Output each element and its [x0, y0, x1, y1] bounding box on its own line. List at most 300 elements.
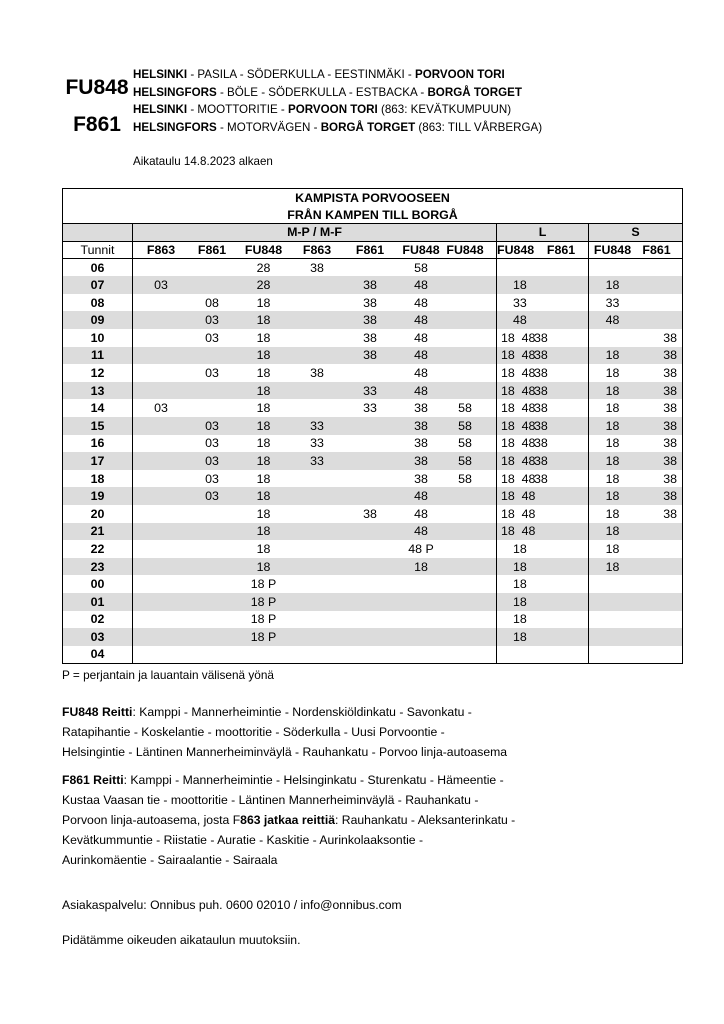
departure-minutes: 18: [605, 418, 620, 433]
departure-minutes: 18: [256, 489, 271, 504]
departure-minutes: 18 P: [250, 612, 277, 627]
departure-minutes: [133, 541, 189, 557]
departure-minutes: [534, 277, 588, 293]
timetable-row: [63, 276, 683, 294]
route-description-part: Porvoon linja-autoasema, josta F: [62, 813, 241, 827]
route-description-part: Kustaa Vaasan tie - moottoritie - Läntinen Mannerheiminväylä - Rauhankatu -: [62, 793, 479, 807]
departure-minutes: 18: [513, 541, 527, 556]
timetable-row: [63, 364, 683, 382]
departure-minutes: 38: [414, 436, 428, 451]
departure-minutes: 18 48: [501, 471, 536, 486]
sunday-departures: [589, 276, 683, 294]
departure-minutes: [292, 576, 342, 592]
route-description-part: F861 Reitti: [62, 773, 124, 787]
route-line-part: HELSINKI: [133, 103, 188, 116]
departure-minutes: 03: [205, 436, 219, 451]
departure-minutes: [342, 611, 398, 627]
route-line-part: BORGÅ TORGET: [427, 85, 522, 99]
group-blank: [63, 224, 133, 242]
sunday-departures: [589, 611, 683, 629]
saturday-departures: [497, 329, 589, 347]
route-line: [133, 84, 653, 102]
timetable-row: [63, 417, 683, 435]
departure-minutes: 18: [513, 278, 527, 293]
saturday-departures: [497, 435, 589, 453]
weekday-departures: [133, 364, 497, 382]
timetable-title-fi: KAMPISTA PORVOOSEEN: [63, 189, 683, 207]
departure-minutes: [292, 559, 342, 575]
route-line: [133, 66, 653, 84]
fu848-route-description: [62, 702, 682, 762]
sunday-departures: [589, 505, 683, 523]
route-description-part: : Kamppi - Mannerheimintie - Helsinginkatu - Sturenkatu - Hämeentie -: [123, 773, 504, 787]
departure-minutes: [292, 330, 342, 346]
departure-minutes: 48: [605, 313, 620, 328]
departure-minutes: 38: [310, 260, 324, 275]
departure-minutes: 28: [256, 278, 271, 293]
departure-minutes: 18: [256, 313, 271, 328]
weekday-departures: [133, 294, 497, 312]
hour-cell: 16: [63, 435, 133, 453]
weekday-departures: [133, 329, 497, 347]
departure-minutes: [133, 295, 189, 311]
sunday-departures: [589, 646, 683, 664]
saturday-departures: [497, 593, 589, 611]
departure-minutes: [189, 594, 235, 610]
saturday-departures: [497, 399, 589, 417]
departure-minutes: [342, 488, 398, 504]
departure-minutes: 03: [154, 401, 168, 416]
hour-cell: 15: [63, 417, 133, 435]
saturday-departures: [497, 523, 589, 541]
departure-minutes: 38: [363, 278, 377, 293]
departure-minutes: [398, 594, 444, 610]
departure-minutes: [342, 471, 398, 487]
departure-minutes: 38: [363, 348, 377, 363]
timetable-row: [63, 347, 683, 365]
route-codes: [62, 74, 132, 139]
departure-minutes: 18 48: [501, 366, 536, 381]
departure-minutes: 38: [663, 330, 677, 345]
departure-minutes: 33: [310, 418, 324, 433]
departure-minutes: [292, 383, 342, 399]
departure-minutes: 18: [414, 559, 428, 574]
departure-minutes: [534, 629, 588, 645]
weekday-departures: [133, 311, 497, 329]
sunday-departures: [589, 558, 683, 576]
sunday-departures: [589, 417, 683, 435]
departure-minutes: 18: [256, 471, 271, 486]
departure-minutes: [444, 523, 486, 539]
departure-minutes: [342, 523, 398, 539]
departure-minutes: 03: [154, 278, 168, 293]
saturday-column-header: F861: [546, 242, 576, 257]
timetable-row: [63, 575, 683, 593]
group-weekdays: M-P / M-F: [133, 224, 497, 242]
weekday-departures: [133, 646, 497, 664]
sunday-departures: [589, 329, 683, 347]
weekday-column-header: FU848: [446, 242, 484, 257]
departure-minutes: [133, 330, 189, 346]
departure-minutes: 03: [205, 471, 219, 486]
hour-cell: 11: [63, 347, 133, 365]
departure-minutes: [636, 277, 680, 293]
departure-minutes: 38: [534, 366, 548, 381]
departure-minutes: [189, 400, 235, 416]
departure-minutes: 18: [605, 541, 620, 556]
departure-minutes: [189, 576, 235, 592]
departure-minutes: 18 48: [501, 383, 536, 398]
departure-minutes: 18 48: [501, 330, 536, 345]
weekday-departures: [133, 259, 497, 277]
departure-minutes: [534, 295, 588, 311]
route-description-line: [62, 830, 682, 850]
departure-minutes: 18 48: [501, 401, 536, 416]
route-code-f861: F861: [73, 113, 121, 136]
sunday-departures: [589, 259, 683, 277]
timetable-row: [63, 435, 683, 453]
departure-minutes: [292, 400, 342, 416]
departure-minutes: 18: [605, 348, 620, 363]
departure-minutes: [133, 347, 189, 363]
departure-minutes: 18 P: [250, 577, 277, 592]
saturday-departures: [497, 628, 589, 646]
departure-minutes: [444, 629, 486, 645]
route-line: [133, 119, 653, 137]
weekday-departures: [133, 628, 497, 646]
departure-minutes: [133, 418, 189, 434]
departure-minutes: 33: [310, 436, 324, 451]
departure-minutes: 38: [414, 454, 428, 469]
hour-cell: 00: [63, 575, 133, 593]
departure-minutes: 38: [534, 401, 548, 416]
departure-minutes: [292, 506, 342, 522]
weekday-column-header: F863: [146, 242, 176, 257]
route-line-part: HELSINKI: [133, 68, 188, 81]
departure-minutes: 38: [534, 330, 548, 345]
departure-minutes: 18: [256, 506, 271, 521]
timetable-row: [63, 294, 683, 312]
departure-minutes: [444, 506, 486, 522]
departure-minutes: 33: [310, 454, 324, 469]
timetable-row: [63, 311, 683, 329]
departure-minutes: [534, 488, 588, 504]
departure-minutes: 18: [605, 454, 620, 469]
hour-cell: 08: [63, 294, 133, 312]
departure-minutes: [189, 611, 235, 627]
hour-cell: 09: [63, 311, 133, 329]
departure-minutes: 48: [414, 330, 428, 345]
departure-minutes: [342, 453, 398, 469]
departure-minutes: 48: [414, 348, 428, 363]
departure-minutes: 58: [458, 471, 472, 486]
departure-minutes: [534, 576, 588, 592]
departure-minutes: [189, 347, 235, 363]
departure-minutes: [133, 260, 189, 276]
departure-minutes: 48: [414, 506, 428, 521]
departure-minutes: [636, 312, 680, 328]
departure-minutes: 18: [256, 559, 271, 574]
route-line-part: PORVOON TORI: [414, 68, 505, 81]
departure-minutes: 38: [534, 471, 548, 486]
departure-minutes: 18 48: [501, 524, 536, 539]
departure-minutes: 18: [256, 383, 271, 398]
timetable-row: [63, 628, 683, 646]
departure-minutes: [342, 629, 398, 645]
route-line-part: - PASILA - SÖDERKULLA - EESTINMÄKI -: [187, 68, 415, 81]
departure-minutes: 03: [205, 418, 219, 433]
departure-minutes: 08: [205, 295, 219, 310]
route-description-line: [62, 702, 682, 722]
departure-minutes: [292, 471, 342, 487]
departure-minutes: 38: [663, 506, 677, 521]
timetable-row: [63, 611, 683, 629]
departure-minutes: [636, 559, 680, 575]
hour-cell: 22: [63, 540, 133, 558]
departure-minutes: [444, 295, 486, 311]
departure-minutes: [444, 611, 486, 627]
departure-minutes: 18: [256, 418, 271, 433]
hour-cell: 04: [63, 646, 133, 664]
footnote: P = perjantain ja lauantain välisenä yönä: [62, 668, 274, 682]
departure-minutes: 03: [205, 489, 219, 504]
timetable-row: [63, 593, 683, 611]
route-description-line: [62, 850, 682, 870]
departure-minutes: 18: [513, 577, 527, 592]
sunday-departures: [589, 382, 683, 400]
route-code-fu848: FU848: [65, 76, 129, 99]
hour-cell: 01: [63, 593, 133, 611]
departure-minutes: 18: [513, 594, 527, 609]
hour-cell: 12: [63, 364, 133, 382]
departure-minutes: 18 48: [501, 418, 536, 433]
departure-minutes: 38: [363, 506, 377, 521]
departure-minutes: [444, 312, 486, 328]
departure-minutes: 18: [605, 401, 620, 416]
departure-minutes: [444, 541, 486, 557]
departure-minutes: 38: [534, 436, 548, 451]
departure-minutes: 38: [310, 366, 324, 381]
departure-minutes: [444, 365, 486, 381]
timetable: [62, 188, 683, 664]
departure-minutes: [133, 453, 189, 469]
departure-minutes: 18: [256, 295, 271, 310]
departure-minutes: [636, 295, 680, 311]
departure-minutes: 18: [605, 436, 620, 451]
timetable-row: [63, 259, 683, 277]
departure-minutes: [189, 383, 235, 399]
departure-minutes: [398, 611, 444, 627]
route-description-part: : Rauhankatu - Aleksanterinkatu -: [335, 813, 516, 827]
departure-minutes: 38: [663, 454, 677, 469]
departure-minutes: [133, 471, 189, 487]
departure-minutes: [589, 330, 636, 346]
route-description-line: [62, 810, 682, 830]
departure-minutes: 03: [205, 454, 219, 469]
saturday-departures: [497, 364, 589, 382]
departure-minutes: 48: [414, 313, 428, 328]
hour-cell: 03: [63, 628, 133, 646]
saturday-departures: [497, 259, 589, 277]
sunday-departures: [589, 593, 683, 611]
departure-minutes: 18 48: [501, 489, 536, 504]
departure-minutes: [133, 576, 189, 592]
weekday-departures: [133, 505, 497, 523]
departure-minutes: 33: [363, 383, 377, 398]
hour-cell: 14: [63, 399, 133, 417]
sunday-column-header: F861: [642, 242, 671, 257]
departure-minutes: 58: [458, 436, 472, 451]
weekday-departures: [133, 593, 497, 611]
departure-minutes: [292, 629, 342, 645]
departure-minutes: 58: [458, 454, 472, 469]
departure-minutes: 18 48: [501, 506, 536, 521]
departure-minutes: 58: [414, 260, 428, 275]
departure-minutes: 18: [605, 506, 620, 521]
hour-cell: 07: [63, 276, 133, 294]
route-description-part: Ratapihantie - Koskelantie - moottoritie - Söderkulla - Uusi Porvoontie -: [62, 725, 445, 739]
change-notice: Pidätämme oikeuden aikataulun muutoksiin.: [62, 933, 301, 947]
departure-minutes: 03: [205, 313, 219, 328]
departure-minutes: [444, 576, 486, 592]
weekday-departures: [133, 470, 497, 488]
departure-minutes: [636, 541, 680, 557]
departure-minutes: [534, 559, 588, 575]
weekday-departures: [133, 382, 497, 400]
departure-minutes: [534, 611, 588, 627]
departure-minutes: [189, 541, 235, 557]
effective-date: Aikataulu 14.8.2023 alkaen: [133, 155, 273, 168]
saturday-departures: [497, 540, 589, 558]
departure-minutes: 48: [414, 278, 428, 293]
departure-minutes: 38: [363, 313, 377, 328]
departure-minutes: [444, 347, 486, 363]
departure-minutes: 33: [605, 295, 620, 310]
departure-minutes: [342, 260, 398, 276]
customer-service-contact: Asiakaspalvelu: Onnibus puh. 0600 02010 / info@onnibus.com: [62, 898, 402, 912]
departure-minutes: [292, 277, 342, 293]
route-description-line: [62, 770, 682, 790]
hour-column-header: Tunnit: [63, 241, 133, 259]
departure-minutes: [133, 312, 189, 328]
hour-cell: 23: [63, 558, 133, 576]
hour-cell: 02: [63, 611, 133, 629]
departure-minutes: [398, 576, 444, 592]
departure-minutes: 18: [256, 348, 271, 363]
departure-minutes: 18: [513, 559, 527, 574]
departure-minutes: 38: [663, 383, 677, 398]
departure-minutes: [342, 418, 398, 434]
departure-minutes: 18: [605, 383, 620, 398]
departure-minutes: [444, 594, 486, 610]
weekday-departures: [133, 575, 497, 593]
departure-minutes: 18: [256, 524, 271, 539]
departure-minutes: 48: [414, 366, 428, 381]
hour-cell: 17: [63, 452, 133, 470]
departure-minutes: 18: [256, 366, 271, 381]
route-description-part: : Kamppi - Mannerheimintie - Nordenskiöldinkatu - Savonkatu -: [132, 705, 472, 719]
route-line-part: (863: KEVÄTKUMPUUN): [377, 103, 512, 116]
departure-minutes: 18 48: [501, 454, 536, 469]
departure-minutes: [189, 506, 235, 522]
departure-minutes: 38: [663, 401, 677, 416]
departure-minutes: [342, 365, 398, 381]
departure-minutes: [292, 594, 342, 610]
departure-minutes: 18: [256, 330, 271, 345]
departure-minutes: 18: [256, 436, 271, 451]
weekday-departures: [133, 487, 497, 505]
departure-minutes: [292, 312, 342, 328]
departure-minutes: 18: [605, 489, 620, 504]
route-description-part: Aurinkomäentie - Sairaalantie - Sairaala: [62, 853, 278, 867]
saturday-departures: [497, 311, 589, 329]
weekday-column-header: F863: [302, 242, 332, 257]
weekday-departures: [133, 523, 497, 541]
weekday-departures: [133, 417, 497, 435]
route-description-part: Kevätkummuntie - Riistatie - Auratie - Kaskitie - Aurinkolaaksontie -: [62, 833, 424, 847]
timetable-row: [63, 505, 683, 523]
weekday-departures: [133, 347, 497, 365]
departure-minutes: 18: [605, 524, 620, 539]
departure-minutes: 33: [363, 401, 377, 416]
group-sunday: S: [589, 224, 683, 242]
saturday-departures: [497, 294, 589, 312]
timetable-row: [63, 382, 683, 400]
departure-minutes: [444, 277, 486, 293]
departure-minutes: 58: [458, 401, 472, 416]
route-line-part: BORGÅ TORGET: [320, 120, 416, 134]
timetable-row: [63, 452, 683, 470]
departure-minutes: 38: [534, 418, 548, 433]
f861-route-description: [62, 770, 682, 870]
departure-minutes: 48: [414, 383, 428, 398]
route-description-part: 863 jatkaa reittiä: [240, 813, 336, 827]
sunday-departures: [589, 487, 683, 505]
departure-minutes: 18: [605, 278, 620, 293]
departure-minutes: [444, 260, 486, 276]
timetable-row: [63, 540, 683, 558]
sunday-departures: [589, 311, 683, 329]
route-line-part: HELSINGFORS: [133, 85, 217, 99]
departure-minutes: [444, 559, 486, 575]
departure-minutes: [133, 611, 189, 627]
departure-minutes: 03: [205, 366, 219, 381]
departure-minutes: [133, 383, 189, 399]
sunday-departures: [589, 628, 683, 646]
departure-minutes: [342, 435, 398, 451]
timetable-row: [63, 487, 683, 505]
weekday-departures: [133, 452, 497, 470]
saturday-departures: [497, 611, 589, 629]
timetable-row: [63, 523, 683, 541]
saturday-departures: [497, 646, 589, 664]
departure-minutes: 18: [256, 541, 271, 556]
sunday-departures: [589, 435, 683, 453]
departure-minutes: [292, 541, 342, 557]
departure-minutes: [444, 330, 486, 346]
timetable-row: [63, 399, 683, 417]
departure-minutes: [133, 488, 189, 504]
departure-minutes: 38: [534, 383, 548, 398]
departure-minutes: 48: [414, 295, 428, 310]
departure-minutes: 38: [663, 436, 677, 451]
departure-minutes: [534, 594, 588, 610]
hour-cell: 20: [63, 505, 133, 523]
weekday-departures: [133, 540, 497, 558]
departure-minutes: [189, 523, 235, 539]
route-line: [133, 101, 653, 119]
departure-minutes: 18: [605, 559, 620, 574]
